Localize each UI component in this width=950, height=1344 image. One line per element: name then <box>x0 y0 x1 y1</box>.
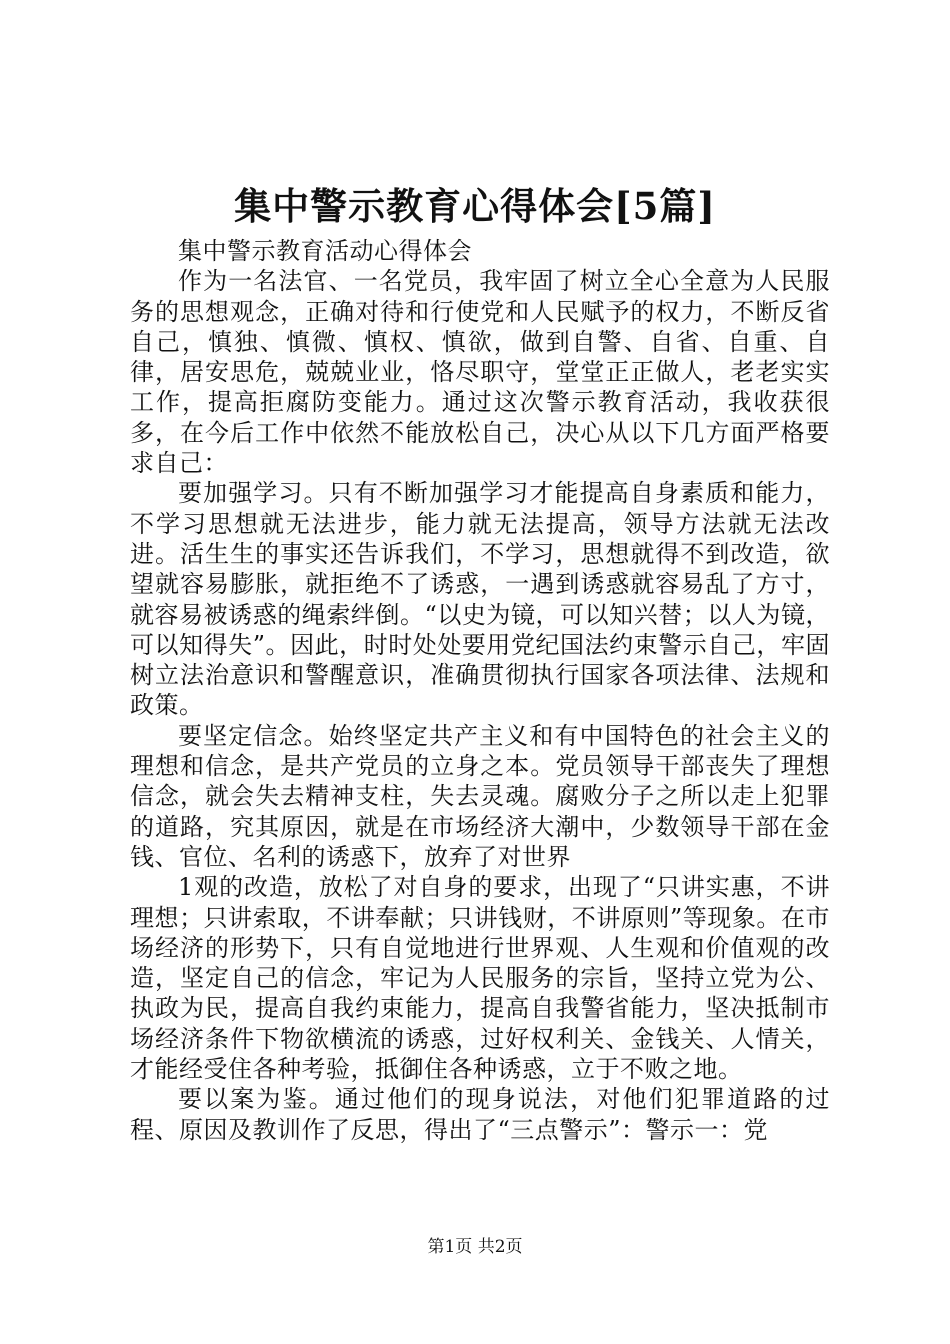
body-paragraph-study: 要加强学习。只有不断加强学习才能提高自身素质和能力，不学习思想就无法进步，能力就无法提高，领导方法就无法改进。活生生的事实还告诉我们，不学习，思想就得不到改造，欲望就容易膨胀，就拒绝不了诱惑，一遇到诱惑就容易乱了方寸，就容易被诱惑的绳索绊倒。“以史为镜，可以知兴替；以人为镜，可以知得失”。因此，时时处处要用党纪国法约束警示自己，牢固树立法治意识和警醒意识，准确贯彻执行国家各项法律、法规和政策。 <box>130 479 830 720</box>
subtitle-paragraph: 集中警示教育活动心得体会 <box>178 237 472 265</box>
page-number-footer: 第1页 共2页 <box>427 1237 523 1257</box>
body-paragraph-belief: 要坚定信念。始终坚定共产主义和有中国特色的社会主义的理想和信念，是共产党员的立身之本。党员领导干部丧失了理想信念，就会失去精神支柱，失去灵魂。腐败分子之所以走上犯罪的道路，究其原因，就是在市场经济大潮中，少数领导干部在金钱、官位、名利的诱惑下，放弃了对世界 <box>130 721 830 871</box>
document-title: 集中警示教育心得体会[5篇] <box>234 184 716 228</box>
body-paragraph-worldview: 1观的改造，放松了对自身的要求，出现了“只讲实惠，不讲理想；只讲索取，不讲奉献；只讲钱财，不讲原则”等现象。在市场经济的形势下，只有自觉地进行世界观、人生观和价值观的改造，坚定自己的信念，牢记为人民服务的宗旨，坚持立党为公、执政为民，提高自我约束能力，提高自我警省能力，坚决抵制市场经济条件下物欲横流的诱惑，过好权利关、金钱关、人情关，才能经受住各种考验，抵御住各种诱惑，立于不败之地。 <box>130 873 830 1084</box>
body-paragraph-lessons: 要以案为鉴。通过他们的现身说法，对他们犯罪道路的过程、原因及教训作了反思，得出了“三点警示”：警示一：党 <box>130 1085 830 1144</box>
document-body <box>130 236 830 1145</box>
body-paragraph-intro: 作为一名法官、一名党员，我牢固了树立全心全意为人民服务的思想观念，正确对待和行使党和人民赋予的权力，不断反省自己，慎独、慎微、慎权、慎欲，做到自警、自省、自重、自律，居安思危，兢兢业业，恪尽职守，堂堂正正做人，老老实实工作，提高拒腐防变能力。通过这次警示教育活动，我收获很多，在今后工作中依然不能放松自己，决心从以下几方面严格要求自己： <box>130 267 830 478</box>
